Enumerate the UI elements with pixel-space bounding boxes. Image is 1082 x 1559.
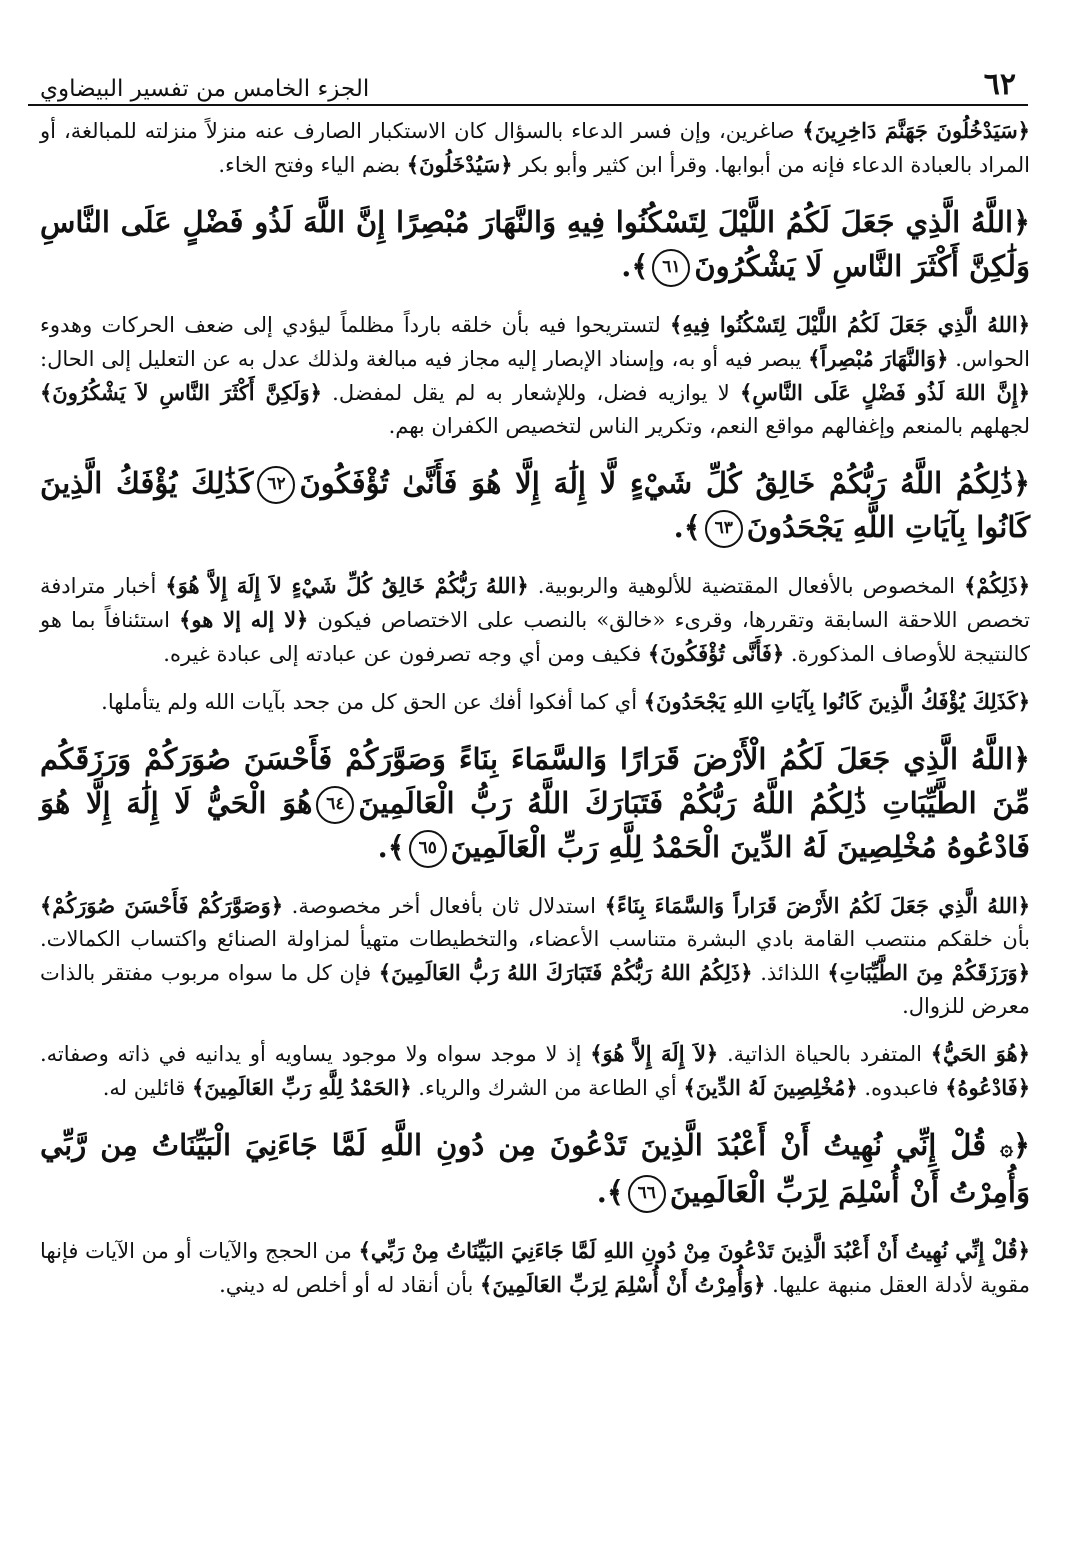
- verse-open-bracket: ﴿: [1013, 1128, 1030, 1162]
- quran-verse-block: [40, 1123, 1030, 1214]
- quran-verse-block: [40, 737, 1030, 869]
- commentary-paragraph: [40, 114, 1030, 182]
- quoted-verse-fragment: ﴿مُخْلِصِينَ لَهُ الدِّينَ﴾: [683, 1075, 858, 1100]
- verse-number-marker: ٦٣: [705, 510, 743, 548]
- quoted-verse-fragment: ﴿الحَمْدُ لِلَّهِ رَبِّ العَالَمِينَ﴾: [191, 1075, 412, 1100]
- commentary-paragraph: [40, 308, 1030, 443]
- commentary-text: صاغرين، وإن فسر الدعاء بالسؤال كان الاستكبار الصارف عنه منزلاً منزلته للمبالغة، أو المراد بالعبادة الدعاء فإنه من أبوابها. وقرأ ابن كثير وأبو بكر: [40, 119, 1030, 177]
- commentary-text: بأن خلقكم منتصب القامة بادي البشرة متناسب الأعضاء، والتخطيطات متهيأ لمزاولة الصنائع واكتساب الكمالات.: [40, 927, 1030, 951]
- verse-close-bracket: ﴾.: [621, 249, 649, 283]
- commentary-text: المتفرد بالحياة الذاتية.: [718, 1042, 931, 1066]
- page-body: [40, 114, 1030, 1316]
- commentary-text: اللذائذ.: [752, 961, 828, 985]
- quoted-verse-fragment: ﴿وَصَوَّرَكُمْ فَأَحْسَنَ صُوَرَكُمْ﴾: [40, 893, 284, 918]
- rub-el-hizb-icon: ۞: [1000, 1135, 1013, 1161]
- verse-text: ﴿اللَّهُ الَّذِي جَعَلَ لَكُمُ اللَّيْلَ لِتَسْكُنُوا فِيهِ وَالنَّهَارَ مُبْصِرًا إِنَّ اللَّهَ لَذُو فَضْلٍ عَلَى النَّاسِ وَلَٰكِنَّ أَكْثَرَ النَّاسِ لَا يَشْكُرُونَ: [40, 205, 1030, 283]
- commentary-text: لجهلهم بالمنعم وإغفالهم مواقع النعم، وتكرير الناس لتخصيص الكفران بهم.: [388, 414, 1030, 438]
- quoted-verse-fragment: ﴿وَأُمِرْتُ أَنْ أُسْلِمَ لِرَبِّ العَالَمِينَ﴾: [480, 1272, 766, 1297]
- commentary-text: لتستريحوا فيه بأن خلقه بارداً مظلماً ليؤدي إلى ضعف الحركات وهدوء الحواس.: [40, 313, 1030, 371]
- commentary-paragraph: [40, 1037, 1030, 1105]
- commentary-text: فإن كل ما سواه مربوب مفتقر بالذات معرض للزوال.: [40, 961, 1030, 1018]
- quoted-verse-fragment: ﴿لا إله إلا هو﴾: [179, 607, 309, 632]
- commentary-text: قائلين له.: [102, 1076, 192, 1100]
- commentary-paragraph: [40, 889, 1030, 1023]
- commentary-text: استدلال ثان بأفعال أخر مخصوصة.: [283, 894, 605, 918]
- quoted-verse-fragment: ﴿اللهُ رَبُّكُمْ خَالِقُ كُلِّ شَيْءٍ لاَ إِلَهَ إِلاَّ هُوَ﴾: [165, 573, 529, 598]
- verse-close-bracket: ﴾.: [673, 510, 701, 544]
- commentary-text: المخصوص بالأفعال المقتضية للألوهية والربوبية.: [528, 574, 965, 598]
- quoted-verse-fragment: ﴿وَالنَّهَارَ مُبْصِراً﴾: [808, 346, 949, 371]
- verse-close-bracket: ﴾.: [377, 830, 405, 864]
- verse-number-marker: ٦١: [652, 249, 690, 287]
- quoted-verse-fragment: ﴿كَذَلِكَ يُؤْفَكُ الَّذِينَ كَانُوا بِآيَاتِ اللهِ يَجْحَدُونَ﴾: [643, 689, 1030, 714]
- quoted-verse-fragment: ﴿سَيَدْخُلُونَ جَهَنَّمَ دَاخِرِينَ﴾: [802, 118, 1030, 143]
- verse-number-marker: ٦٥: [409, 830, 447, 868]
- verse-text: قُلْ إِنِّي نُهِيتُ أَنْ أَعْبُدَ الَّذِينَ تَدْعُونَ مِن دُونِ اللَّهِ لَمَّا جَاءَنِيَ الْبَيِّنَاتُ مِن رَّبِّي وَأُمِرْتُ أَنْ أُسْلِمَ لِرَبِّ الْعَالَمِينَ: [40, 1128, 1030, 1209]
- page-number: ٦٢: [983, 67, 1016, 102]
- commentary-text: أي كما أفكوا أفك عن الحق كل من جحد بآيات الله ولم يتأملها.: [101, 690, 644, 714]
- verse-close-bracket: ﴾.: [596, 1175, 624, 1209]
- quoted-verse-fragment: ﴿ذَلِكُمُ اللهُ رَبُّكُمْ فَتَبَارَكَ اللهُ رَبُّ العَالَمِينَ﴾: [378, 960, 753, 985]
- commentary-text: أخبار مترادفة تخصص اللاحقة السابقة وتقررها، وقرىء «خالق» بالنصب على الاختصاص فيكون: [40, 574, 1030, 632]
- quoted-verse-fragment: ﴿فَادْعُوهُ﴾: [945, 1075, 1030, 1100]
- page-header: [28, 58, 1028, 102]
- quoted-verse-fragment: ﴿قُلْ إِنِّي نُهِيتُ أَنْ أَعْبُدَ الَّذِينَ تَدْعُونَ مِنْ دُونِ اللهِ لَمَّا جَاءَنِيَ البَيِّنَاتُ مِنْ رَبِّي﴾: [358, 1238, 1030, 1263]
- commentary-text: أي الطاعة من الشرك والرياء.: [411, 1076, 684, 1100]
- verse-number-marker: ٦٤: [316, 786, 354, 824]
- commentary-paragraph: [40, 1234, 1030, 1302]
- commentary-text: بأن أنقاد له أو أخلص له ديني.: [219, 1273, 481, 1297]
- quoted-verse-fragment: ﴿سَيُدْخَلُونَ﴾: [406, 152, 513, 177]
- quoted-verse-fragment: ﴿ذَلِكُمْ﴾: [964, 573, 1030, 598]
- quoted-verse-fragment: ﴿هُوَ الحَيُّ﴾: [930, 1041, 1030, 1066]
- commentary-text: فاعبدوه.: [857, 1076, 946, 1100]
- header-rule: [28, 104, 1028, 106]
- quoted-verse-fragment: ﴿فَأَنَّى تُؤْفَكُونَ﴾: [647, 641, 785, 666]
- verse-text: ﴿اللَّهُ الَّذِي جَعَلَ لَكُمُ الْأَرْضَ قَرَارًا وَالسَّمَاءَ بِنَاءً وَصَوَّرَكُمْ فَأَحْسَنَ صُوَرَكُمْ وَرَزَقَكُم مِّنَ الطَّيِّبَاتِ ذَٰلِكُمُ اللَّهُ رَبُّكُمْ فَتَبَارَكَ اللَّهُ رَبُّ الْعَالَمِينَ: [40, 742, 1030, 820]
- commentary-text: يبصر فيه أو به، وإسناد الإبصار إليه مجاز فيه مبالغة ولذلك عدل به عن التعليل إلى الحال:: [40, 347, 809, 371]
- verse-number-marker: ٦٦: [628, 1175, 666, 1213]
- commentary-text: فكيف ومن أي وجه تصرفون عن عبادته إلى عبادة غيره.: [163, 642, 648, 666]
- commentary-text: إذ لا موجد سواه ولا موجود يساويه أو يدانيه في ذاته وصفاته.: [40, 1042, 591, 1066]
- verse-number-marker: ٦٢: [257, 466, 295, 504]
- commentary-paragraph: [40, 569, 1030, 671]
- quoted-verse-fragment: ﴿اللهُ الَّذِي جَعَلَ لَكُمُ الأَرْضَ قَرَاراً وَالسَّمَاءَ بِنَاءً﴾: [604, 893, 1030, 918]
- commentary-text: من الحجج والآيات أو من الآيات فإنها مقوية لأدلة العقل منبهة عليها.: [40, 1239, 1030, 1297]
- quran-verse-block: [40, 200, 1030, 288]
- verse-text: ﴿ذَٰلِكُمُ اللَّهُ رَبُّكُمْ خَالِقُ كُلِّ شَيْءٍ لَّا إِلَٰهَ إِلَّا هُوَ فَأَنَّىٰ تُؤْفَكُونَ: [299, 466, 1030, 500]
- commentary-text: استئنافاً بما هو كالنتيجة للأوصاف المذكورة.: [40, 608, 1030, 666]
- quoted-verse-fragment: ﴿وَرَزَقَكُمْ مِنَ الطَّيِّبَاتِ﴾: [827, 960, 1031, 985]
- quoted-verse-fragment: ﴿لاَ إِلَهَ إِلاَّ هُوَ﴾: [590, 1041, 719, 1066]
- commentary-text: لا يوازيه فضل، وللإشعار به لم يقل لمفضل.: [321, 381, 740, 405]
- quoted-verse-fragment: ﴿إِنَّ اللهَ لَذُو فَضْلٍ عَلَى النَّاسِ﴾: [739, 380, 1031, 405]
- verse-text: كَذَٰلِكَ يُؤْفَكُ الَّذِينَ كَانُوا بِآيَاتِ اللَّهِ يَجْحَدُونَ: [40, 466, 1030, 544]
- quran-verse-block: [40, 461, 1030, 549]
- commentary-text: بضم الياء وفتح الخاء.: [218, 153, 407, 177]
- commentary-paragraph: [40, 685, 1030, 719]
- running-title: الجزء الخامس من تفسير البيضاوي: [40, 76, 370, 102]
- quoted-verse-fragment: ﴿اللهُ الَّذِي جَعَلَ لَكُمُ اللَّيْلَ لِتَسْكُنُوا فِيهِ﴾: [670, 312, 1030, 337]
- verse-text: هُوَ الْحَيُّ لَا إِلَٰهَ إِلَّا هُوَ فَادْعُوهُ مُخْلِصِينَ لَهُ الدِّينَ الْحَمْدُ لِلَّهِ رَبِّ الْعَالَمِينَ: [40, 786, 1030, 864]
- quoted-verse-fragment: ﴿وَلَكِنَّ أَكْثَرَ النَّاسِ لاَ يَشْكُرُونَ﴾: [40, 380, 322, 405]
